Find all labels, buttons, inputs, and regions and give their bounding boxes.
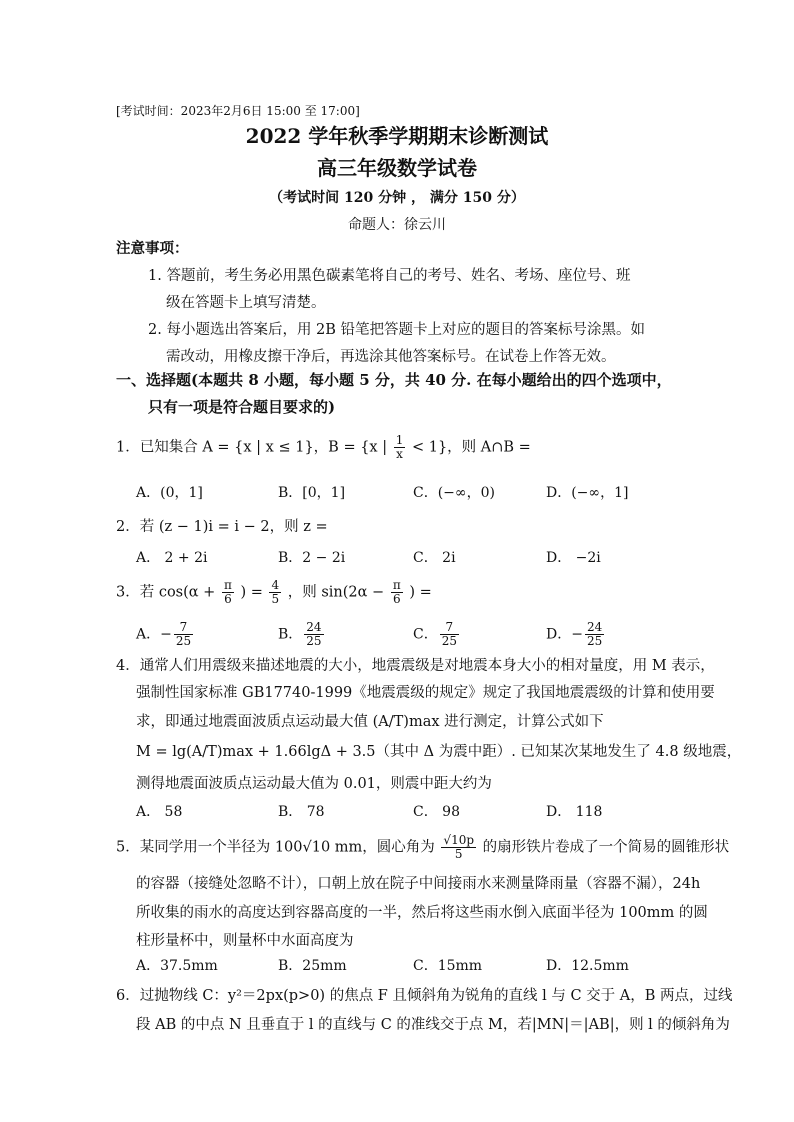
- q3-a-frac: [174, 621, 193, 648]
- q5-option-c: C．15mm: [413, 958, 483, 974]
- q1-option-b: B．[0，1]: [278, 485, 346, 501]
- q3-a-pre: A．−: [136, 626, 172, 643]
- q3-pi6-1: [222, 579, 234, 606]
- q3-d-frac: [585, 621, 604, 648]
- q3-pi-2: π: [392, 578, 401, 592]
- q5-option-d: D．12.5mm: [546, 958, 629, 974]
- notes-heading: 注意事项：: [116, 240, 189, 257]
- q3-d-pre: D．−: [546, 626, 583, 643]
- q4-line-1: 4．通常人们用震级来描述地震的大小，地震震级是对地震本身大小的相对量度，用 M 表示，: [116, 658, 715, 674]
- q1-frac-den: x: [396, 447, 403, 461]
- q3-f-den: 5: [271, 592, 280, 606]
- q3-c-den: 25: [441, 634, 457, 648]
- q5-line-1: [116, 834, 729, 861]
- question-2-stem: 2．若 (z − 1)i = i − 2，则 z =: [116, 519, 328, 535]
- q1-option-a: A．(0，1]: [136, 485, 203, 501]
- q1-fraction: [394, 434, 406, 461]
- q5-frac-den: 5: [454, 847, 463, 861]
- q5-option-b: B．25mm: [278, 958, 347, 974]
- exam-author: 命题人：徐云川: [348, 217, 446, 233]
- q3-d-den: 25: [586, 634, 603, 648]
- note-2-line-1: 2. 每小题选出答案后，用 2B 铅笔把答题卡上对应的题目的答案标号涂黑。如: [148, 322, 646, 338]
- q3-stem-c: ，则 sin(2α −: [287, 584, 385, 601]
- q3-option-a: [136, 621, 195, 648]
- q4-option-b: B． 78: [278, 804, 325, 820]
- q1-frac-num: 1: [395, 433, 404, 447]
- q3-option-c: [413, 621, 461, 648]
- q2-option-d: D． −2i: [546, 550, 601, 566]
- q1-stem-a: 1．已知集合 A = {x | x ≤ 1}，B = {x |: [116, 439, 388, 456]
- q5-fraction: [441, 834, 476, 861]
- q3-f-num: 4: [271, 578, 280, 592]
- note-1-line-1: 1. 答题前，考生务必用黑色碳素笔将自己的考号、姓名、考场、座位号、班: [148, 268, 631, 284]
- exam-subtitle: 高三年级数学试卷: [317, 156, 477, 180]
- exam-duration: （考试时间 120 分钟 ， 满分 150 分）: [269, 190, 525, 206]
- q4-option-d: D． 118: [546, 804, 603, 820]
- q5-option-a: A．37.5mm: [136, 958, 218, 974]
- q4-option-c: C． 98: [413, 804, 460, 820]
- q2-option-c: C． 2i: [413, 550, 456, 566]
- q3-b-pre: B．: [278, 626, 303, 643]
- q3-pi6-2: [391, 579, 403, 606]
- q1-option-d: D．(−∞，1]: [546, 485, 629, 501]
- q1-stem-b: < 1}，则 A∩B =: [411, 439, 531, 456]
- q3-pi-1: π: [223, 578, 232, 592]
- q5-line-4: 柱形量杯中，则量杯中水面高度为: [136, 933, 354, 949]
- q3-d-num: 24: [586, 620, 603, 634]
- q3-a-num: 7: [174, 621, 193, 635]
- q5-l1b: 的扇形铁片卷成了一个简易的圆锥形状: [482, 839, 730, 856]
- exam-time: [考试时间：2023年2月6日 15:00 至 17:00]: [116, 104, 360, 118]
- q2-option-b: B．2 − 2i: [278, 550, 346, 566]
- q5-l1a: 5．某同学用一个半径为 100√10 mm，圆心角为: [116, 839, 435, 856]
- q3-six-2: 6: [392, 592, 401, 606]
- q3-four-fifths: [269, 579, 281, 606]
- q3-b-num: 24: [306, 620, 322, 634]
- q4-line-3: 求，即通过地震面波质点运动最大值 (A/T)max 进行测定，计算公式如下: [136, 714, 604, 730]
- q2-option-a: A． 2 + 2i: [136, 550, 208, 566]
- q3-b-frac: [304, 621, 323, 648]
- q3-stem-a: 3．若 cos(α +: [116, 584, 216, 601]
- q5-line-3: 所收集的雨水的高度达到容器高度的一半，然后将这些雨水倒入底面半径为 100mm 的圆: [136, 905, 708, 921]
- q3-stem-b: ) =: [240, 584, 263, 601]
- q3-c-frac: [440, 621, 459, 648]
- q3-option-b: [278, 621, 326, 648]
- q3-option-d: [546, 621, 606, 648]
- q3-a-den: 25: [175, 634, 192, 648]
- question-1-stem: [116, 434, 531, 461]
- q4-line-4: M = lg(A/T)max + 1.66lgΔ + 3.5（其中 Δ 为震中距）. 已知某次某地发生了 4.8 级地震，: [136, 744, 742, 760]
- exam-title: 2022 学年秋季学期期末诊断测试: [245, 124, 549, 148]
- section-heading-line-1: 一、选择题(本题共 8 小题，每小题 5 分，共 40 分. 在每小题给出的四个选项中，: [116, 371, 672, 389]
- q4-line-5: 测得地震面波质点运动最大值为 0.01，则震中距大约为: [136, 776, 492, 792]
- q4-option-a: A． 58: [136, 804, 183, 820]
- note-2-line-2: 需改动，用橡皮擦干净后，再选涂其他答案标号。在试卷上作答无效。: [166, 349, 616, 365]
- q3-stem-d: ) =: [409, 584, 432, 601]
- question-3-stem: [116, 579, 432, 606]
- note-1-line-2: 级在答题卡上填写清楚。: [166, 295, 326, 311]
- q3-six-1: 6: [224, 592, 232, 606]
- q3-c-pre: C．: [413, 626, 438, 643]
- q5-frac-num: √10p: [443, 833, 475, 847]
- q3-b-den: 25: [306, 634, 322, 648]
- q3-c-num: 7: [440, 621, 459, 635]
- q6-line-1: 6．过抛物线 C：y²＝2px(p>0) 的焦点 F 且倾斜角为锐角的直线 l 与 C 交于 A，B 两点，过线: [116, 988, 733, 1004]
- section-heading-line-2: 只有一项是符合题目要求的): [148, 398, 336, 416]
- q6-line-2: 段 AB 的中点 N 且垂直于 l 的直线与 C 的准线交于点 M，若|MN|＝|AB|，则 l 的倾斜角为: [136, 1017, 730, 1033]
- q4-line-2: 强制性国家标准 GB17740-1999《地震震级的规定》规定了我国地震震级的计算和使用要: [136, 685, 715, 701]
- q1-option-c: C．(−∞，0): [413, 485, 495, 501]
- q5-line-2: 的容器（接缝处忽略不计），口朝上放在院子中间接雨水来测量降雨量（容器不漏），24h: [136, 876, 701, 892]
